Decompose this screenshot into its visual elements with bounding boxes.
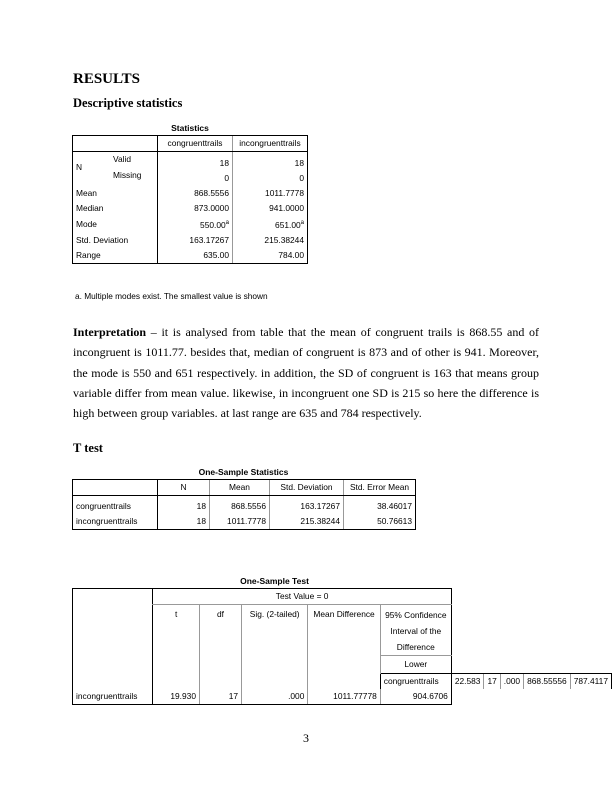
table-cell: 868.5556 [158, 186, 233, 201]
ci-header-line: 95% Confidence [385, 610, 447, 620]
one-sample-statistics-caption: One-Sample Statistics [198, 467, 289, 477]
table-cell [233, 216, 308, 233]
table-cell: 215.38244 [270, 514, 344, 530]
column-header: Mean Difference [308, 605, 380, 690]
interpretation-text: – it is analysed from table that the mean of congruent trails is 868.55 and of incongruent is 1011.77. besides that, median of congruent is 873 and of other is 941. Moreover, the mode is 550 and 651 respectively. in addition, the SD of congruent is 163 that means group variable differ from mean value. likewise, in incongruent one SD is 215 so here the difference is high between group variables. at last range are 635 and 784 respectively. [73, 325, 539, 421]
column-header: Std. Error Mean [344, 480, 416, 496]
row-label: Mode [73, 216, 158, 233]
table-cell: 215.38244 [233, 233, 308, 248]
t-test-heading: T test [73, 441, 103, 455]
footnote-mark: a [300, 220, 304, 226]
table-cell: 1011.7778 [233, 186, 308, 201]
table-cell: 868.55556 [524, 674, 571, 690]
mode-value: 651.00 [275, 219, 301, 230]
table-cell [158, 216, 233, 233]
row-label: congruenttrails [380, 674, 451, 690]
table-cell: 163.17267 [158, 233, 233, 248]
one-sample-test-table [72, 588, 612, 705]
column-header: congruenttrails [158, 136, 233, 152]
results-heading: RESULTS [73, 71, 140, 87]
descriptive-statistics-heading: Descriptive statistics [73, 96, 183, 110]
table-cell: 904.6706 [380, 689, 451, 705]
table-cell: 18 [158, 514, 210, 530]
row-label: Std. Deviation [73, 233, 158, 248]
column-header: incongruenttrails [233, 136, 308, 152]
page-number: 3 [303, 731, 309, 745]
table-cell: 1011.77778 [308, 689, 380, 705]
row-label: congruenttrails [73, 496, 158, 515]
one-sample-statistics-table [72, 479, 416, 530]
row-label: Median [73, 201, 158, 216]
column-header: Sig. (2-tailed) [242, 605, 308, 690]
table-cell: 0 [158, 171, 233, 186]
table-cell: .000 [500, 674, 523, 690]
ci-header-line: Interval of the [390, 626, 442, 636]
column-header: Mean [210, 480, 270, 496]
mode-value: 550.00 [200, 219, 226, 230]
table-cell: 635.00 [158, 248, 233, 264]
row-label: incongruenttrails [73, 514, 158, 530]
statistics-table-caption: Statistics [171, 123, 209, 133]
table-cell: 0 [233, 171, 308, 186]
table-cell: 1011.7778 [210, 514, 270, 530]
n-label: N [76, 162, 83, 172]
table-cell: 18 [233, 152, 308, 172]
table-cell: 17 [484, 674, 500, 690]
test-value-header: Test Value = 0 [153, 589, 451, 605]
column-header: t [153, 605, 200, 690]
ci-header-line: Difference [396, 642, 435, 652]
table-cell: 38.46017 [344, 496, 416, 515]
table-footnote: a. Multiple modes exist. The smallest value is shown [75, 291, 268, 301]
column-header: N [158, 480, 210, 496]
table-cell: 873.0000 [158, 201, 233, 216]
interpretation-lead: Interpretation [73, 325, 147, 339]
table-cell: 787.4117 [570, 674, 611, 690]
table-cell: 784.00 [233, 248, 308, 264]
table-cell: 163.17267 [270, 496, 344, 515]
table-cell: 18 [158, 152, 233, 172]
table-cell: 50.76613 [344, 514, 416, 530]
table-cell: 868.5556 [210, 496, 270, 515]
row-label: Mean [73, 186, 158, 201]
interpretation-paragraph [73, 322, 539, 423]
table-cell: 22.583 [451, 674, 484, 690]
row-label: incongruenttrails [73, 689, 153, 705]
ci-lower-header: Lower [380, 656, 451, 674]
confidence-interval-header [380, 605, 451, 656]
valid-label: Valid [113, 154, 132, 164]
table-cell: 941.0000 [233, 201, 308, 216]
table-cell: .000 [242, 689, 308, 705]
statistics-table [72, 135, 308, 264]
missing-label: Missing [113, 170, 142, 180]
one-sample-test-caption: One-Sample Test [240, 576, 309, 586]
table-cell: 17 [199, 689, 241, 705]
row-label: Range [73, 248, 158, 264]
column-header: df [199, 605, 241, 690]
table-cell: 19.930 [153, 689, 200, 705]
footnote-mark: a [225, 220, 229, 226]
table-cell: 18 [158, 496, 210, 515]
column-header: Std. Deviation [270, 480, 344, 496]
